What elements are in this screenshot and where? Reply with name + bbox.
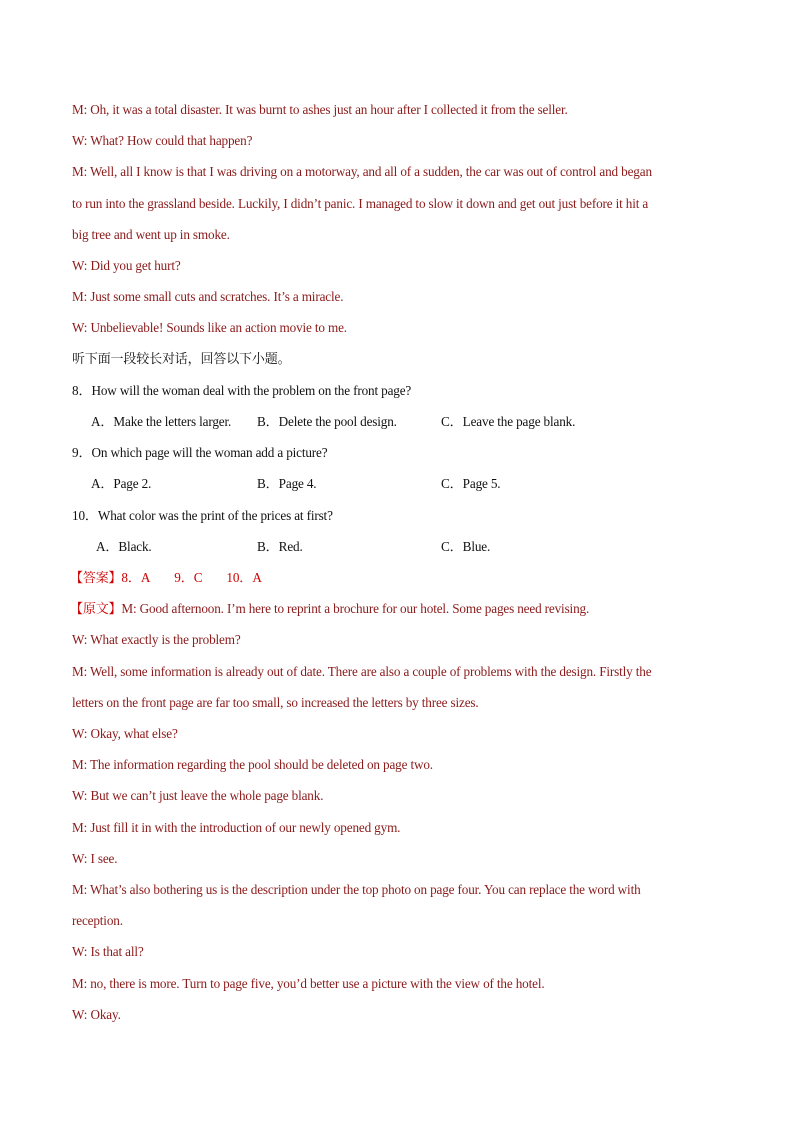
dialogue-line: M: Well, all I know is that I was driving on a motorway, and all of a sudden, the car was out of control and began <box>72 164 652 179</box>
dialogue-line: M: What’s also bothering us is the description under the top photo on page four. You can replace the word with <box>72 882 641 897</box>
dialogue-line: M: Good afternoon. I’m here to reprint a brochure for our hotel. Some pages need revising. <box>121 601 590 616</box>
answer-option: C．Blue. <box>441 539 491 554</box>
answer-item: 8．A <box>121 570 151 585</box>
answer-option: B．Delete the pool design. <box>257 414 397 429</box>
question-stem: 8．How will the woman deal with the problem on the front page? <box>72 383 412 398</box>
dialogue-line: W: What exactly is the problem? <box>72 632 241 647</box>
answer-option: B．Red. <box>257 539 303 554</box>
dialogue-line: W: But we can’t just leave the whole page blank. <box>72 788 324 803</box>
dialogue-line: reception. <box>72 913 123 928</box>
answer-item: 9．C <box>174 570 203 585</box>
dialogue-line: M: Just fill it in with the introduction of our newly opened gym. <box>72 820 401 835</box>
dialogue-line: W: Okay. <box>72 1007 121 1022</box>
dialogue-line: W: Okay, what else? <box>72 726 178 741</box>
dialogue-line: W: Unbelievable! Sounds like an action movie to me. <box>72 320 347 335</box>
answer-option: C．Leave the page blank. <box>441 414 576 429</box>
answer-item: 10．A <box>226 570 262 585</box>
answer-key <box>70 570 262 587</box>
answer-option: A．Page 2. <box>91 476 152 491</box>
dialogue-line: M: The information regarding the pool should be deleted on page two. <box>72 757 433 772</box>
dialogue-line: big tree and went up in smoke. <box>72 227 230 242</box>
transcript-tag: 【原文】 <box>70 602 122 617</box>
answer-option: A．Make the letters larger. <box>91 414 232 429</box>
dialogue-line: M: Well, some information is already out of date. There are also a couple of problems with the design. Firstly the <box>72 664 652 679</box>
transcript-first-line <box>70 601 589 618</box>
dialogue-line: M: Just some small cuts and scratches. It’s a miracle. <box>72 289 344 304</box>
question-stem: 10．What color was the print of the prices at first? <box>72 508 333 523</box>
dialogue-line: W: I see. <box>72 851 118 866</box>
dialogue-line: W: Is that all? <box>72 944 144 959</box>
section-instruction: 听下面一段较长对话，回答以下小题。 <box>72 352 291 367</box>
answer-option: C．Page 5. <box>441 476 501 491</box>
answer-option: B．Page 4. <box>257 476 317 491</box>
dialogue-line: M: no, there is more. Turn to page five, you’d better use a picture with the view of the hotel. <box>72 976 545 991</box>
answer-tag: 【答案】 <box>70 571 122 586</box>
dialogue-line: W: What? How could that happen? <box>72 133 253 148</box>
dialogue-line: W: Did you get hurt? <box>72 258 181 273</box>
dialogue-line: to run into the grassland beside. Luckily, I didn’t panic. I managed to slow it down and get out just before it hit a <box>72 196 649 211</box>
dialogue-line: letters on the front page are far too small, so increased the letters by three sizes. <box>72 695 479 710</box>
question-stem: 9．On which page will the woman add a picture? <box>72 445 328 460</box>
answer-option: A．Black. <box>96 539 152 554</box>
dialogue-line: M: Oh, it was a total disaster. It was burnt to ashes just an hour after I collected it from the seller. <box>72 102 568 117</box>
